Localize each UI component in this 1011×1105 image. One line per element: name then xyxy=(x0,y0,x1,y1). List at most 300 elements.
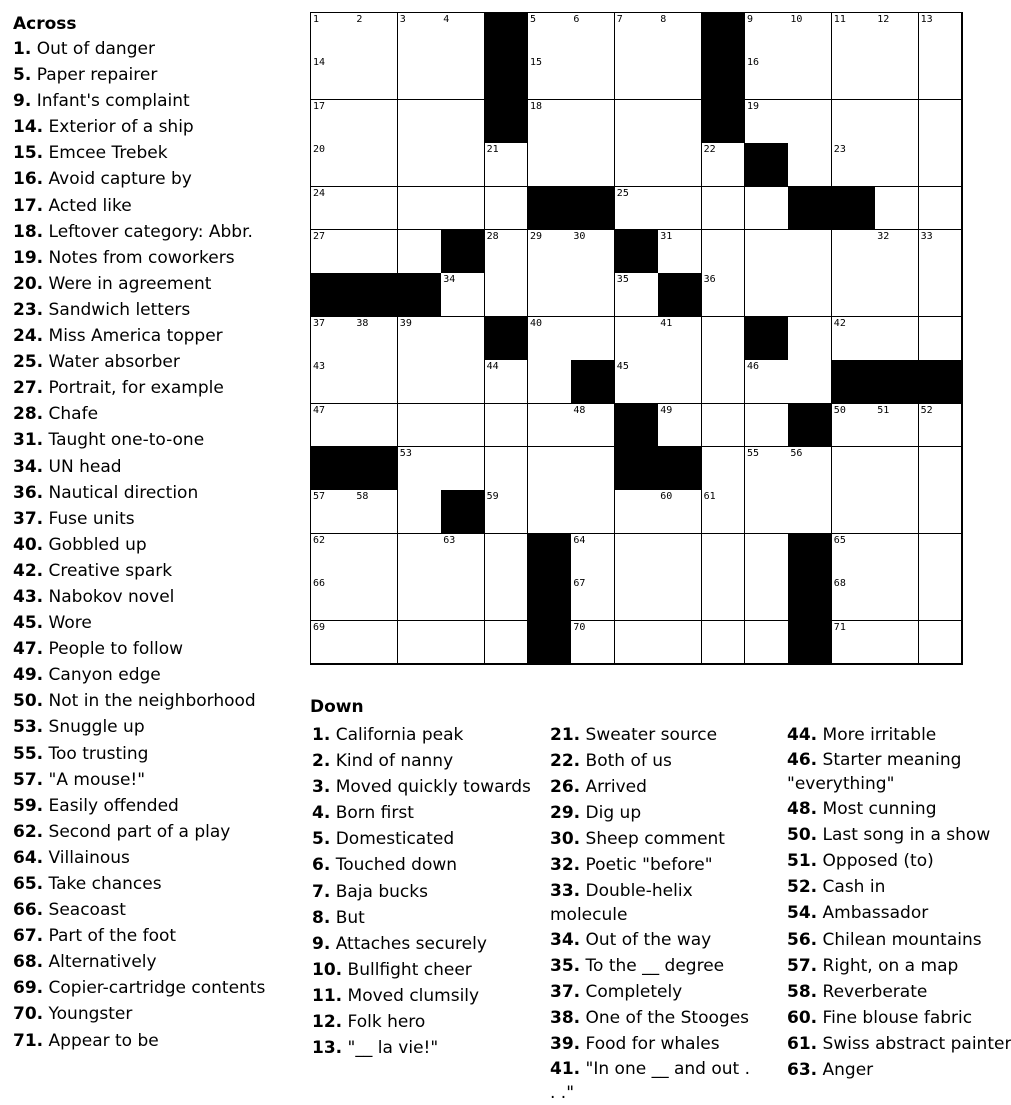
clue[interactable] xyxy=(13,375,303,401)
grid-cell[interactable] xyxy=(702,447,746,491)
grid-cell[interactable] xyxy=(658,230,702,274)
clue[interactable] xyxy=(550,826,760,852)
grid-cell[interactable] xyxy=(702,577,746,621)
clue-number: 15. xyxy=(13,143,44,164)
grid-cell[interactable] xyxy=(919,317,963,361)
grid-cell[interactable] xyxy=(398,621,442,665)
grid-cell[interactable] xyxy=(919,273,963,317)
black-square xyxy=(528,621,572,665)
clue-number: 48. xyxy=(787,799,818,820)
grid-cell[interactable] xyxy=(875,187,919,231)
grid-cell[interactable] xyxy=(354,100,398,144)
grid-cell[interactable] xyxy=(788,360,832,404)
clue[interactable] xyxy=(787,748,1009,796)
grid-cell[interactable] xyxy=(919,621,963,665)
grid-cell[interactable] xyxy=(528,143,572,187)
grid-cell[interactable] xyxy=(702,534,746,578)
grid-cell[interactable] xyxy=(875,100,919,144)
grid-cell[interactable] xyxy=(311,100,355,144)
grid-cell[interactable] xyxy=(571,230,615,274)
grid-cell[interactable] xyxy=(919,143,963,187)
clue-number: 3. xyxy=(312,777,331,798)
grid-cell[interactable] xyxy=(441,447,485,491)
grid-cell[interactable] xyxy=(875,273,919,317)
grid-cell[interactable] xyxy=(702,621,746,665)
clue[interactable] xyxy=(13,897,303,923)
grid-cell[interactable] xyxy=(311,490,355,534)
grid-cell[interactable] xyxy=(875,490,919,534)
grid-cell[interactable] xyxy=(354,360,398,404)
clue[interactable] xyxy=(13,558,303,584)
clue[interactable] xyxy=(312,905,537,931)
grid-cell[interactable] xyxy=(832,273,876,317)
grid-cell[interactable] xyxy=(745,621,789,665)
grid-cell[interactable] xyxy=(875,577,919,621)
grid-cell[interactable] xyxy=(398,577,442,621)
grid-cell[interactable] xyxy=(398,360,442,404)
clue-text: Opposed (to) xyxy=(822,851,934,872)
grid-cell[interactable] xyxy=(702,360,746,404)
grid-cell[interactable] xyxy=(919,534,963,578)
grid-cell[interactable] xyxy=(832,230,876,274)
grid-cell[interactable] xyxy=(571,577,615,621)
grid-cell[interactable] xyxy=(745,360,789,404)
black-square xyxy=(745,317,789,361)
clue-number: 49. xyxy=(13,665,44,686)
grid-cell[interactable] xyxy=(745,230,789,274)
cell-number: 51 xyxy=(877,404,890,416)
clue[interactable] xyxy=(13,140,303,166)
clue[interactable] xyxy=(312,826,537,852)
clue[interactable] xyxy=(312,879,537,905)
grid-cell[interactable] xyxy=(745,490,789,534)
clue[interactable] xyxy=(13,688,303,714)
grid-cell[interactable] xyxy=(354,534,398,578)
grid-cell[interactable] xyxy=(658,360,702,404)
grid-cell[interactable] xyxy=(919,404,963,448)
grid-cell[interactable] xyxy=(615,13,659,57)
grid-cell[interactable] xyxy=(485,621,529,665)
grid-cell[interactable] xyxy=(615,490,659,534)
grid-cell[interactable] xyxy=(788,100,832,144)
grid-cell[interactable] xyxy=(615,534,659,578)
clue[interactable] xyxy=(13,819,303,845)
grid-cell[interactable] xyxy=(398,317,442,361)
grid-cell[interactable] xyxy=(528,404,572,448)
grid-cell[interactable] xyxy=(658,577,702,621)
clue-text: Moved quickly towards xyxy=(335,777,531,798)
clue[interactable] xyxy=(13,584,303,610)
clue[interactable] xyxy=(13,714,303,740)
clue-text: Acted like xyxy=(48,195,132,216)
grid-cell[interactable] xyxy=(398,447,442,491)
grid-cell[interactable] xyxy=(788,273,832,317)
grid-cell[interactable] xyxy=(658,534,702,578)
clue[interactable] xyxy=(312,931,537,957)
grid-cell[interactable] xyxy=(571,404,615,448)
grid-cell[interactable] xyxy=(528,317,572,361)
cell-number: 24 xyxy=(313,187,326,199)
grid-cell[interactable] xyxy=(919,56,963,100)
clue-number: 25. xyxy=(13,352,44,373)
grid-cell[interactable] xyxy=(441,360,485,404)
clue-number: 52. xyxy=(787,877,818,898)
grid-cell[interactable] xyxy=(875,13,919,57)
grid-cell[interactable] xyxy=(485,187,529,231)
clue-number: 57. xyxy=(13,769,44,790)
grid-cell[interactable] xyxy=(571,56,615,100)
grid-cell[interactable] xyxy=(485,143,529,187)
grid-cell[interactable] xyxy=(788,56,832,100)
grid-cell[interactable] xyxy=(571,273,615,317)
clue-text: Sheep comment xyxy=(585,829,725,850)
grid-cell[interactable] xyxy=(702,490,746,534)
grid-cell[interactable] xyxy=(571,143,615,187)
clue[interactable] xyxy=(312,774,537,800)
grid-cell[interactable] xyxy=(528,56,572,100)
grid-cell[interactable] xyxy=(485,490,529,534)
grid-cell[interactable] xyxy=(485,230,529,274)
grid-cell[interactable] xyxy=(832,577,876,621)
clue[interactable] xyxy=(787,796,1009,822)
grid-cell[interactable] xyxy=(875,534,919,578)
clue[interactable] xyxy=(312,722,537,748)
grid-cell[interactable] xyxy=(354,230,398,274)
grid-cell[interactable] xyxy=(875,143,919,187)
grid-cell[interactable] xyxy=(528,230,572,274)
grid-cell[interactable] xyxy=(615,143,659,187)
grid-cell[interactable] xyxy=(658,143,702,187)
grid-cell[interactable] xyxy=(919,490,963,534)
grid-cell[interactable] xyxy=(788,317,832,361)
grid-cell[interactable] xyxy=(832,56,876,100)
clue[interactable] xyxy=(787,822,1009,848)
grid-cell[interactable] xyxy=(788,490,832,534)
clue[interactable] xyxy=(312,957,537,983)
grid-cell[interactable] xyxy=(745,273,789,317)
clue-number: 2. xyxy=(312,751,331,772)
grid-cell[interactable] xyxy=(788,230,832,274)
grid-cell[interactable] xyxy=(441,100,485,144)
grid-cell[interactable] xyxy=(528,360,572,404)
clue[interactable] xyxy=(312,800,537,826)
cell-number: 66 xyxy=(313,578,326,590)
clue[interactable] xyxy=(13,845,303,871)
clue[interactable] xyxy=(312,1009,537,1035)
clue[interactable] xyxy=(13,166,303,192)
grid-cell[interactable] xyxy=(398,187,442,231)
grid-cell[interactable] xyxy=(658,317,702,361)
grid-cell[interactable] xyxy=(354,577,398,621)
grid-cell[interactable] xyxy=(615,360,659,404)
grid-cell[interactable] xyxy=(832,143,876,187)
clue[interactable] xyxy=(13,454,303,480)
clue[interactable] xyxy=(13,88,303,114)
grid-cell[interactable] xyxy=(311,317,355,361)
clue[interactable] xyxy=(13,62,303,88)
grid-cell[interactable] xyxy=(485,404,529,448)
grid-cell[interactable] xyxy=(571,534,615,578)
grid-cell[interactable] xyxy=(615,621,659,665)
grid-cell[interactable] xyxy=(919,100,963,144)
clue-text: Paper repairer xyxy=(36,65,158,86)
clue-number: 41. xyxy=(550,1059,581,1080)
grid-cell[interactable] xyxy=(354,143,398,187)
grid-cell[interactable] xyxy=(615,100,659,144)
clue-number: 4. xyxy=(312,803,331,824)
clue[interactable] xyxy=(13,427,303,453)
clue[interactable] xyxy=(550,722,760,748)
clue[interactable] xyxy=(13,323,303,349)
clue[interactable] xyxy=(787,1005,1009,1031)
grid-cell[interactable] xyxy=(441,577,485,621)
grid-cell[interactable] xyxy=(788,143,832,187)
grid-cell[interactable] xyxy=(832,447,876,491)
clue[interactable] xyxy=(13,610,303,636)
grid-cell[interactable] xyxy=(311,143,355,187)
clue[interactable] xyxy=(787,979,1009,1005)
grid-cell[interactable] xyxy=(528,273,572,317)
grid-cell[interactable] xyxy=(745,56,789,100)
grid-cell[interactable] xyxy=(875,621,919,665)
clue[interactable] xyxy=(787,874,1009,900)
clue[interactable] xyxy=(787,722,1009,748)
grid-cell[interactable] xyxy=(311,230,355,274)
grid-cell[interactable] xyxy=(485,273,529,317)
clue[interactable] xyxy=(13,949,303,975)
grid-cell[interactable] xyxy=(354,404,398,448)
clue[interactable] xyxy=(13,480,303,506)
grid-cell[interactable] xyxy=(658,404,702,448)
grid-cell[interactable] xyxy=(398,404,442,448)
grid-cell[interactable] xyxy=(919,187,963,231)
grid-cell[interactable] xyxy=(398,56,442,100)
grid-cell[interactable] xyxy=(658,13,702,57)
grid-cell[interactable] xyxy=(745,13,789,57)
grid-cell[interactable] xyxy=(615,273,659,317)
grid-cell[interactable] xyxy=(615,577,659,621)
clue[interactable] xyxy=(550,879,760,927)
grid-cell[interactable] xyxy=(571,621,615,665)
clue[interactable] xyxy=(13,923,303,949)
clue[interactable] xyxy=(13,219,303,245)
grid-cell[interactable] xyxy=(311,360,355,404)
grid-cell[interactable] xyxy=(311,56,355,100)
grid-cell[interactable] xyxy=(571,490,615,534)
grid-cell[interactable] xyxy=(745,577,789,621)
cell-number: 56 xyxy=(790,448,803,459)
clue[interactable] xyxy=(13,975,303,1001)
grid-cell[interactable] xyxy=(788,447,832,491)
clue[interactable] xyxy=(13,793,303,819)
grid-cell[interactable] xyxy=(615,187,659,231)
clue-text: "__ la vie!" xyxy=(347,1038,439,1059)
clue[interactable] xyxy=(550,852,760,878)
grid-cell[interactable] xyxy=(528,13,572,57)
grid-cell[interactable] xyxy=(875,56,919,100)
clue[interactable] xyxy=(13,401,303,427)
grid-cell[interactable] xyxy=(441,404,485,448)
grid-cell[interactable] xyxy=(745,404,789,448)
grid-cell[interactable] xyxy=(832,317,876,361)
grid-cell[interactable] xyxy=(398,230,442,274)
clue[interactable] xyxy=(13,532,303,558)
grid-cell[interactable] xyxy=(354,13,398,57)
grid-cell[interactable] xyxy=(702,273,746,317)
grid-cell[interactable] xyxy=(311,404,355,448)
grid-cell[interactable] xyxy=(571,447,615,491)
clue[interactable] xyxy=(312,983,537,1009)
grid-cell[interactable] xyxy=(311,534,355,578)
clue[interactable] xyxy=(550,953,760,979)
grid-cell[interactable] xyxy=(441,187,485,231)
grid-cell[interactable] xyxy=(528,100,572,144)
grid-cell[interactable] xyxy=(658,621,702,665)
grid-cell[interactable] xyxy=(485,577,529,621)
clue[interactable] xyxy=(787,927,1009,953)
black-square xyxy=(354,447,398,491)
clue[interactable] xyxy=(13,662,303,688)
grid-cell[interactable] xyxy=(658,100,702,144)
clue[interactable] xyxy=(787,900,1009,926)
grid-cell[interactable] xyxy=(702,143,746,187)
grid-cell[interactable] xyxy=(658,56,702,100)
clue[interactable] xyxy=(312,748,537,774)
grid-cell[interactable] xyxy=(571,13,615,57)
grid-cell[interactable] xyxy=(354,490,398,534)
grid-cell[interactable] xyxy=(702,404,746,448)
grid-cell[interactable] xyxy=(311,13,355,57)
black-square xyxy=(658,273,702,317)
clue-number: 39. xyxy=(550,1033,581,1054)
grid-cell[interactable] xyxy=(832,534,876,578)
grid-cell[interactable] xyxy=(832,100,876,144)
grid-cell[interactable] xyxy=(702,230,746,274)
grid-cell[interactable] xyxy=(354,317,398,361)
clue-text: Fine blouse fabric xyxy=(822,1007,973,1028)
clue[interactable] xyxy=(13,193,303,219)
clue[interactable] xyxy=(13,1028,303,1054)
grid-cell[interactable] xyxy=(311,187,355,231)
clue[interactable] xyxy=(13,36,303,62)
clue[interactable] xyxy=(13,871,303,897)
clue[interactable] xyxy=(13,767,303,793)
clue[interactable] xyxy=(550,1057,760,1105)
grid-cell[interactable] xyxy=(485,360,529,404)
grid-cell[interactable] xyxy=(485,447,529,491)
grid-cell[interactable] xyxy=(398,534,442,578)
grid-cell[interactable] xyxy=(919,447,963,491)
clue[interactable] xyxy=(13,349,303,375)
grid-cell[interactable] xyxy=(571,100,615,144)
clue[interactable] xyxy=(13,245,303,271)
clue[interactable] xyxy=(787,1031,1009,1057)
clue[interactable] xyxy=(13,636,303,662)
grid-cell[interactable] xyxy=(615,317,659,361)
clue[interactable] xyxy=(550,1005,760,1031)
grid-cell[interactable] xyxy=(311,577,355,621)
clue[interactable] xyxy=(550,1031,760,1057)
grid-cell[interactable] xyxy=(441,13,485,57)
grid-cell[interactable] xyxy=(398,143,442,187)
cell-number: 36 xyxy=(703,274,716,286)
crossword-grid[interactable] xyxy=(310,12,963,665)
clue[interactable] xyxy=(13,114,303,140)
grid-cell[interactable] xyxy=(658,490,702,534)
grid-cell[interactable] xyxy=(354,621,398,665)
grid-cell[interactable] xyxy=(528,490,572,534)
grid-cell[interactable] xyxy=(571,317,615,361)
clue-number: 51. xyxy=(787,851,818,872)
grid-cell[interactable] xyxy=(398,13,442,57)
grid-cell[interactable] xyxy=(398,100,442,144)
grid-cell[interactable] xyxy=(658,187,702,231)
grid-cell[interactable] xyxy=(832,13,876,57)
clue[interactable] xyxy=(13,271,303,297)
grid-cell[interactable] xyxy=(398,490,442,534)
clue-number: 68. xyxy=(13,952,44,973)
grid-cell[interactable] xyxy=(311,621,355,665)
cell-number: 4 xyxy=(443,14,450,25)
grid-cell[interactable] xyxy=(354,187,398,231)
grid-cell[interactable] xyxy=(875,230,919,274)
clue[interactable] xyxy=(13,297,303,323)
grid-cell[interactable] xyxy=(702,317,746,361)
grid-cell[interactable] xyxy=(702,187,746,231)
grid-cell[interactable] xyxy=(745,447,789,491)
grid-cell[interactable] xyxy=(354,56,398,100)
grid-cell[interactable] xyxy=(441,143,485,187)
clue[interactable] xyxy=(13,1001,303,1027)
black-square xyxy=(311,273,355,317)
grid-cell[interactable] xyxy=(441,621,485,665)
grid-cell[interactable] xyxy=(875,317,919,361)
grid-cell[interactable] xyxy=(832,621,876,665)
grid-cell[interactable] xyxy=(615,56,659,100)
clue[interactable] xyxy=(312,1035,537,1061)
grid-cell[interactable] xyxy=(919,577,963,621)
grid-cell[interactable] xyxy=(441,317,485,361)
clue[interactable] xyxy=(787,848,1009,874)
clue[interactable] xyxy=(13,741,303,767)
grid-cell[interactable] xyxy=(441,534,485,578)
grid-cell[interactable] xyxy=(745,187,789,231)
clue[interactable] xyxy=(550,748,760,774)
grid-cell[interactable] xyxy=(441,56,485,100)
clue[interactable] xyxy=(550,774,760,800)
grid-cell[interactable] xyxy=(832,404,876,448)
clue[interactable] xyxy=(550,927,760,953)
clue[interactable] xyxy=(312,852,537,878)
clue[interactable] xyxy=(787,1057,1009,1083)
grid-cell[interactable] xyxy=(875,447,919,491)
clue[interactable] xyxy=(550,800,760,826)
grid-cell[interactable] xyxy=(485,534,529,578)
grid-cell[interactable] xyxy=(441,273,485,317)
clue[interactable] xyxy=(13,506,303,532)
grid-cell[interactable] xyxy=(528,447,572,491)
grid-cell[interactable] xyxy=(919,230,963,274)
grid-cell[interactable] xyxy=(745,534,789,578)
grid-cell[interactable] xyxy=(788,13,832,57)
grid-cell[interactable] xyxy=(745,100,789,144)
grid-cell[interactable] xyxy=(919,13,963,57)
grid-cell[interactable] xyxy=(875,404,919,448)
clue-number: 19. xyxy=(13,247,44,268)
clue[interactable] xyxy=(787,953,1009,979)
grid-cell[interactable] xyxy=(832,490,876,534)
clue[interactable] xyxy=(550,979,760,1005)
